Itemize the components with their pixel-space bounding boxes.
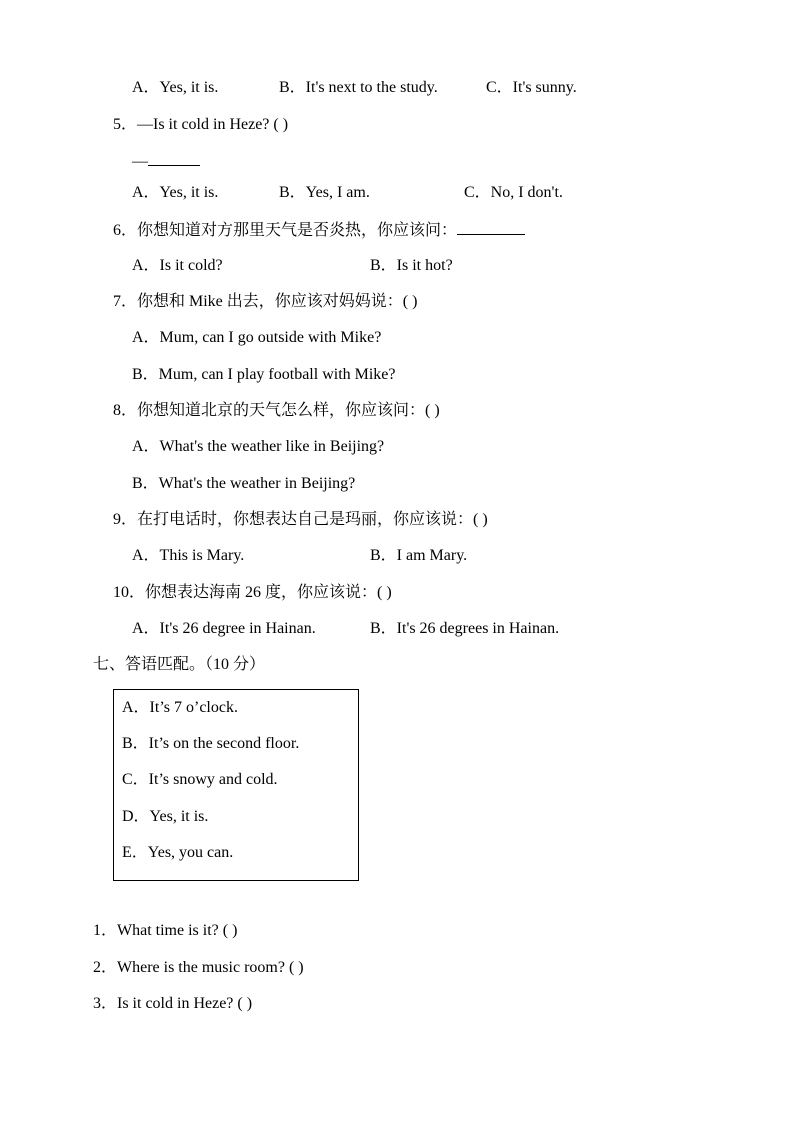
q5-dash: — bbox=[132, 153, 148, 170]
q7-option-b: B．Mum, can I play football with Mike? bbox=[132, 366, 396, 383]
q6-stem-line bbox=[113, 220, 525, 241]
q10-stem: 10．你想表达海南 26 度，你应该说：( ) bbox=[113, 584, 392, 601]
match-question-1: 1．What time is it? ( ) bbox=[93, 922, 238, 939]
q6-option-a: A．Is it cold? bbox=[132, 257, 223, 274]
match-choice-b: B．It’s on the second floor. bbox=[122, 735, 300, 752]
q4-option-a: A．Yes, it is. bbox=[132, 79, 219, 96]
match-choice-c: C．It’s snowy and cold. bbox=[122, 771, 278, 788]
q8-option-a: A．What's the weather like in Beijing? bbox=[132, 438, 385, 455]
q5-answer-line bbox=[132, 151, 200, 172]
answer-choices-box bbox=[113, 689, 359, 881]
q5-stem: 5．—Is it cold in Heze? ( ) bbox=[113, 116, 289, 133]
q5-option-c: C．No, I don't. bbox=[464, 184, 563, 201]
q5-option-b: B．Yes, I am. bbox=[279, 184, 370, 201]
q8-stem: 8．你想知道北京的天气怎么样，你应该问：( ) bbox=[113, 402, 440, 419]
q4-option-b: B．It's next to the study. bbox=[279, 79, 438, 96]
q4-option-c: C．It's sunny. bbox=[486, 79, 577, 96]
match-choice-d: D．Yes, it is. bbox=[122, 808, 209, 825]
q10-option-b: B．It's 26 degrees in Hainan. bbox=[370, 620, 560, 637]
q6-blank bbox=[457, 220, 525, 235]
q7-stem: 7．你想和 Mike 出去，你应该对妈妈说：( ) bbox=[113, 293, 418, 310]
q10-option-a: A．It's 26 degree in Hainan. bbox=[132, 620, 316, 637]
section-7-title: 七、答语匹配。（10 分） bbox=[93, 656, 266, 673]
match-choice-a: A．It’s 7 o’clock. bbox=[122, 699, 238, 716]
match-question-2: 2．Where is the music room? ( ) bbox=[93, 959, 304, 976]
q6-stem: 6．你想知道对方那里天气是否炎热，你应该问： bbox=[113, 222, 458, 239]
match-question-3: 3．Is it cold in Heze? ( ) bbox=[93, 995, 253, 1012]
q7-option-a: A．Mum, can I go outside with Mike? bbox=[132, 329, 382, 346]
match-choice-e: E．Yes, you can. bbox=[122, 844, 234, 861]
q8-option-b: B．What's the weather in Beijing? bbox=[132, 475, 356, 492]
q9-option-a: A．This is Mary. bbox=[132, 547, 245, 564]
q6-option-b: B．Is it hot? bbox=[370, 257, 453, 274]
q9-stem: 9．在打电话时，你想表达自己是玛丽，你应该说：( ) bbox=[113, 511, 488, 528]
q5-blank bbox=[148, 151, 200, 166]
q5-option-a: A．Yes, it is. bbox=[132, 184, 219, 201]
q9-option-b: B．I am Mary. bbox=[370, 547, 468, 564]
